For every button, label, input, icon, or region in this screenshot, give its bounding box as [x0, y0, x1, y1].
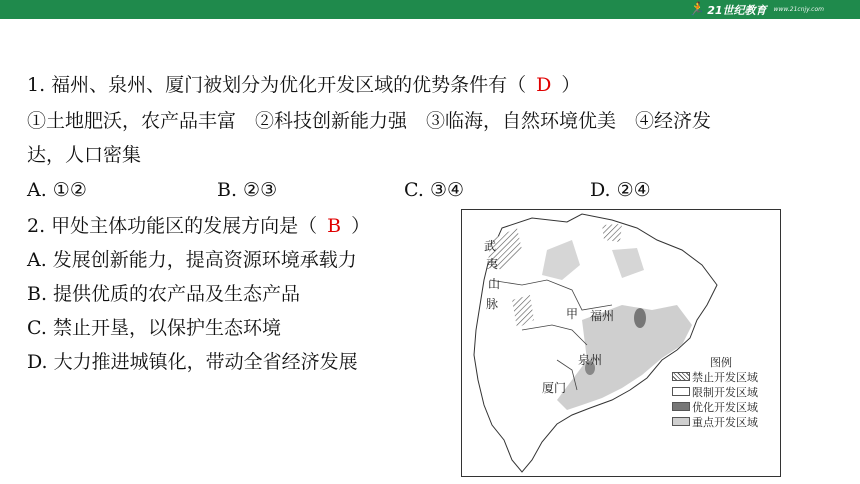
legend-item-prohibited [672, 370, 758, 383]
q2-stem-text: 2. 甲处主体功能区的发展方向是（ [27, 215, 318, 237]
legend-swatch-dark [672, 402, 690, 411]
legend-swatch-hatch [672, 372, 690, 381]
prohibited-area-3 [602, 224, 622, 242]
legend-swatch-white [672, 387, 690, 396]
q1-option-b: B. ②③ [217, 179, 278, 201]
map-drawing [462, 210, 780, 476]
q1-option-c: C. ③④ [404, 179, 465, 201]
q1-stem [27, 73, 580, 97]
label-mai: 脉 [486, 297, 499, 311]
legend-swatch-light [672, 417, 690, 426]
q1-items-line2: 达，人口密集 [27, 144, 142, 166]
legend-item-restricted [672, 385, 758, 398]
legend-label: 禁止开发区域 [692, 370, 758, 384]
q1-option-a: A. ①② [27, 179, 87, 201]
legend-label: 限制开发区域 [692, 385, 758, 399]
q1-items-line1: ①土地肥沃，农产品丰富 ②科技创新能力强 ③临海，自然环境优美 ④经济发 [27, 110, 712, 132]
legend-title: 图例 [710, 356, 732, 369]
legend-label: 优化开发区域 [692, 400, 758, 414]
label-shan: 山 [488, 277, 501, 291]
label-yi: 夷 [486, 257, 499, 271]
label-quanzhou: 泉州 [578, 353, 603, 367]
brand-logo [688, 1, 824, 18]
label-jia: 甲 [566, 307, 579, 321]
brand-name: 21世纪教育 [707, 3, 767, 17]
q2-stem [27, 214, 370, 238]
runner-icon: 🏃 [688, 2, 705, 17]
legend-label: 重点开发区域 [692, 415, 758, 429]
label-wu: 武 [484, 239, 497, 253]
header-bar [0, 0, 860, 19]
q1-options [27, 178, 727, 202]
brand-url: www.21cnjy.com [773, 6, 824, 13]
label-fuzhou: 福州 [590, 309, 615, 323]
q1-stem-text: 1. 福州、泉州、厦门被划分为优化开发区域的优势条件有（ [27, 74, 527, 96]
label-xiamen: 厦门 [542, 381, 567, 395]
q2-option-a: A. 发展创新能力，提高资源环境承载力 [27, 249, 357, 271]
optimized-area-fuzhou [634, 308, 646, 328]
fujian-map [461, 209, 781, 477]
q2-stem-close: ） [351, 215, 371, 237]
q1-stem-close: ） [561, 74, 581, 96]
legend-item-optimized [672, 400, 758, 413]
q2-option-c: C. 禁止开垦，以保护生态环境 [27, 317, 281, 339]
q2-option-b: B. 提供优质的农产品及生态产品 [27, 283, 301, 305]
q1-answer: D [536, 74, 552, 96]
legend-item-key [672, 415, 758, 428]
q2-option-d: D. 大力推进城镇化，带动全省经济发展 [27, 351, 358, 373]
q1-option-d: D. ②④ [590, 179, 651, 201]
q2-answer: B [327, 215, 342, 237]
